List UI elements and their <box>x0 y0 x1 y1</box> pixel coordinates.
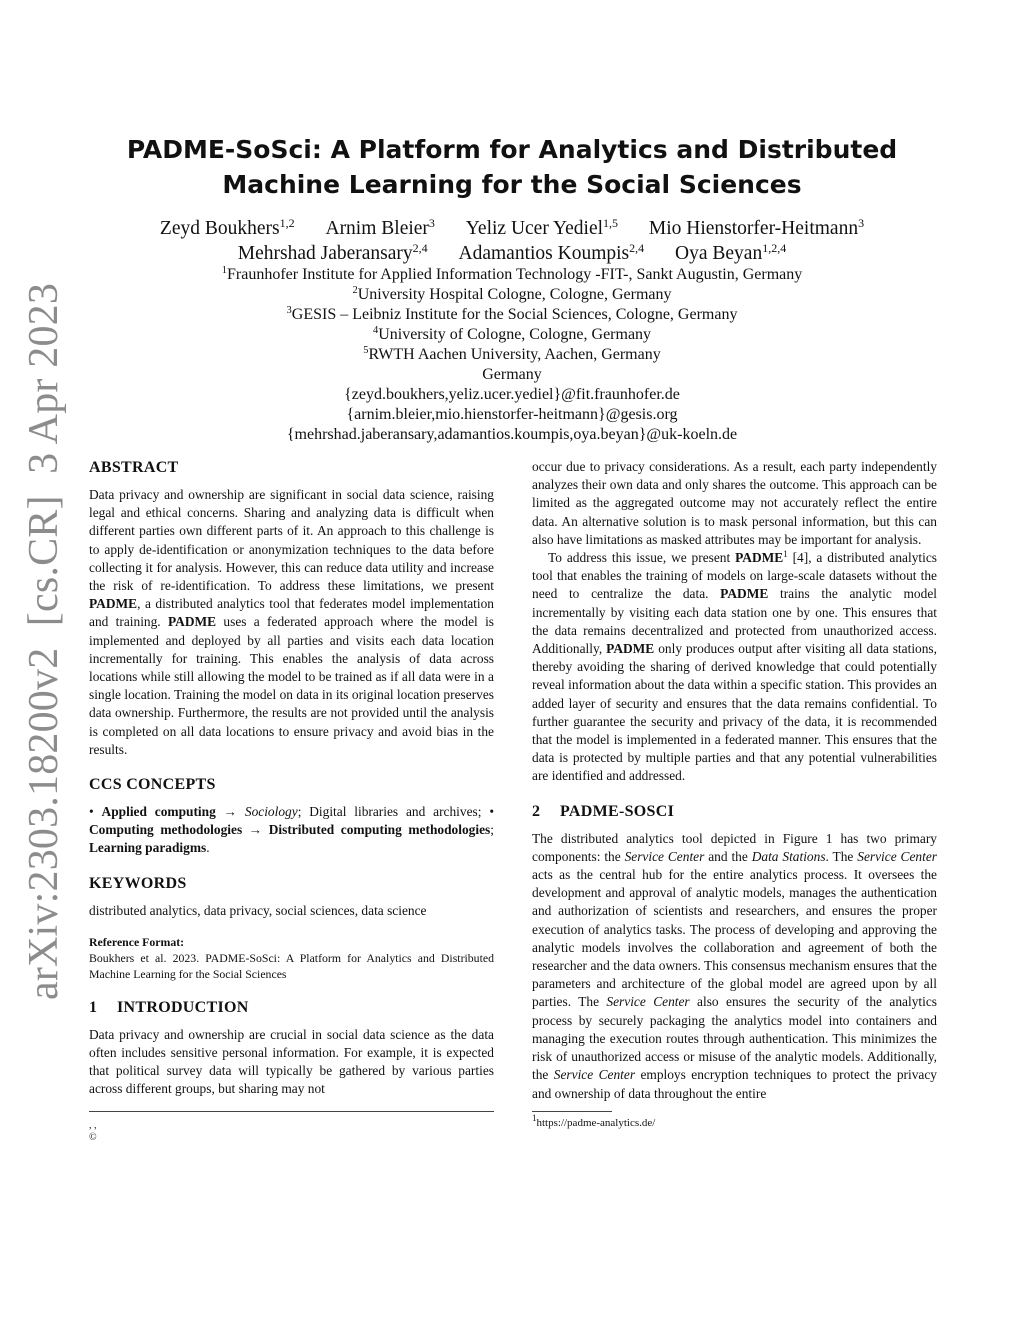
reference-text: Boukhers et al. 2023. PADME-SoSci: A Platform for Analytics and Distributed Machine Learning for the Social Sciences <box>89 950 494 981</box>
author-list <box>90 216 934 266</box>
affiliation: Germany <box>482 366 542 383</box>
email: {arnim.bleier,mio.hienstorfer-heitmann}@gesis.org <box>346 406 678 423</box>
left-column <box>89 458 494 1144</box>
ccs-heading: CCS CONCEPTS <box>89 776 216 794</box>
author: Yeliz Ucer Yediel$^{1,5}$ <box>465 216 619 239</box>
reference-label: Reference Format: <box>89 934 185 949</box>
author: Oya Beyan$^{1,2,4}$ <box>675 241 787 264</box>
keywords-text: distributed analytics, data privacy, social sciences, data science <box>89 902 427 918</box>
author: Mehrshad Jaberansary$^{2,4}$ <box>237 241 428 264</box>
title-line-2: Machine Learning for the Social Sciences <box>222 170 802 199</box>
affiliation: $^2$University Hospital Cologne, Cologne, Germany <box>352 285 672 303</box>
footer-rule <box>89 1111 494 1112</box>
right-column <box>532 458 937 1130</box>
intro-text: Data privacy and ownership are crucial in social data science as the data often includes sensitive personal information. For example, it is expected that political survey data will typically be gathered by various parties across different groups, but sharing may not <box>89 1026 494 1097</box>
author: Adamantios Koumpis$^{2,4}$ <box>458 241 645 264</box>
author-line-1 <box>90 216 934 241</box>
email: {zeyd.boukhers,yeliz.ucer.yediel}@fit.fraunhofer.de <box>344 386 680 403</box>
affiliations <box>90 265 934 445</box>
section2-heading: 2 PADME-SOSCI <box>532 802 675 820</box>
author: Zeyd Boukhers$^{1,2}$ <box>159 216 295 239</box>
author: Arnim Bleier$^3$ <box>325 216 435 239</box>
author-line-2 <box>90 241 934 266</box>
paper-title <box>100 132 924 202</box>
intro-continued-text: occur due to privacy considerations. As a result, each party independently analyzes their own data and only shares the outcome. This approach can be limited as the aggregated outcome may not accurately reflect the entire data. An alternative solution is to mask personal information, but this can also have limitations as masked attributes may be important for analysis. <box>532 459 937 547</box>
intro-heading: 1 INTRODUCTION <box>89 998 249 1016</box>
affiliation: $^5$RWTH Aachen University, Aachen, Germany <box>363 345 661 363</box>
section2-text: The distributed analytics tool depicted in Figure 1 has two primary components: the Service Center and the Data Stations. The Service Center acts as the central hub for the entire analytics process. It oversees the development and approval of analytic models, manages the authentication and authorization of scientists and researchers, and ensures the proper execution of analytics tasks. The process of developing and approving the analytic models involves the collaboration and agreement of both the researcher and the data owners. This consensus mechanism ensures that the parameters and architecture of the global model are agreed upon by all parties. The Service Center also ensures the security of the analytics process by securely packaging the analytics model into containers and managing the execution routes through authentication. This minimizes the risk of unauthorized access or misuse of the analytic models. Additionally, the Service Center employs encryption techniques to protect the privacy and ownership of data throughout the entire <box>532 830 937 1101</box>
abstract-text: Data privacy and ownership are significant in social data science, raising legal and ethical concerns. Sharing and analyzing data is difficult when different parties own different parts of it. An approach to this challenge is to apply de-identification or anonymization techniques to the data before collecting it for analysis. However, this can reduce data utility and increase the risk of re-identification. To address these limitations, we present PADME, a distributed analytics tool that federates model implementation and training. PADME uses a federated approach where the model is implemented and deployed by all parties and visits each data location incrementally for training. This enables the analysis of data across locations while still allowing the model to be trained as if all data were in a single location. Training the model on data in its original location preserves data ownership. Furthermore, the results are not provided until the analysis is completed on all data locations to ensure privacy and avoid bias in the results. <box>89 487 495 757</box>
author: Mio Hienstorfer-Heitmann$^3$ <box>648 216 865 239</box>
padme-paragraph: To address this issue, we present PADME$^1$ [4], a distributed analytics tool that enables the training of models on large-scale datasets without the need to centralize the data. PADME trains the analytic model incrementally by visiting each data station one by one. This ensures that the data remains decentralized and protected from unauthorized access. Additionally, PADME only produces output after visiting all data stations, thereby avoiding the sharing of derived knowledge that could potentially reveal information about the data within a specific station. This provides an added layer of security and ensures that the data remains confidential. To further guarantee the security and privacy of the data, it is recommended that the model is implemented in a federated manner. This ensures that the data is protected by multiple parties and that any potential vulnerabilities are identified and addressed. <box>532 549 937 784</box>
footnote-rule <box>532 1111 612 1112</box>
footnote: $^1$https://padme-analytics.de/ <box>532 1112 656 1129</box>
keywords-heading: KEYWORDS <box>89 874 187 892</box>
footer-note: , , © <box>89 1119 97 1143</box>
email: {mehrshad.jaberansary,adamantios.koumpis,oya.beyan}@uk-koeln.de <box>286 426 738 443</box>
reference-format <box>89 934 494 982</box>
title-line-1: PADME-SoSci: A Platform for Analytics and Distributed <box>126 135 898 164</box>
ccs-text: • Applied computing → Sociology; Digital libraries and archives; • Computing methodologies → Distributed computing methodologies; Learning paradigms. <box>89 804 495 856</box>
affiliation: $^3$GESIS – Leibniz Institute for the Social Sciences, Cologne, Germany <box>286 305 738 323</box>
arxiv-identifier: arXiv:2303.18200v2 [cs.CR] 3 Apr 2023 <box>21 282 67 1000</box>
affiliation: $^1$Fraunhofer Institute for Applied Information Technology -FIT-, Sankt Augustin, Germany <box>221 265 803 283</box>
abstract-heading: ABSTRACT <box>89 459 179 476</box>
affiliation: $^4$University of Cologne, Cologne, Germany <box>372 325 652 343</box>
